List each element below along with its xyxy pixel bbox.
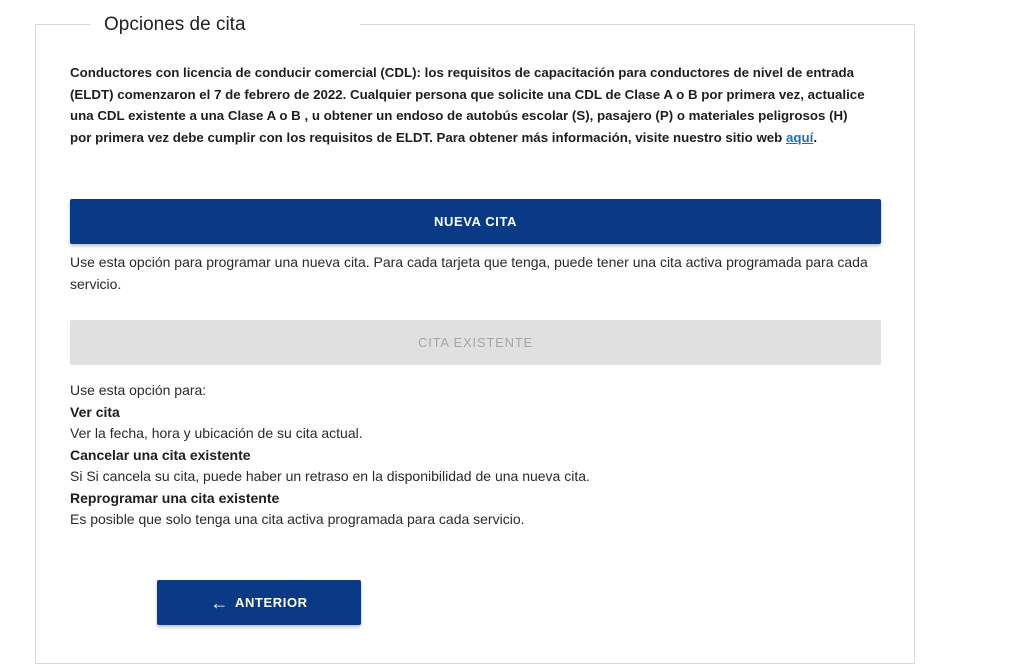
options-intro: Use esta opción para:	[70, 382, 207, 398]
new-appointment-button[interactable]: NUEVA CITA	[70, 199, 881, 244]
option-title-view: Ver cita	[70, 403, 120, 420]
notice-text: Conductores con licencia de conducir comercial (CDL): los requisitos de capacitación para conductores de nivel de entrada (ELDT) comenzaron el 7 de febrero de 2022. Cualquier persona que solicite una CDL de Clase A o B por primera vez, actualice una CDL existente a una Clase A o B , u obtener un endoso de autobús escolar (S), pasajero (P) o materiales peligrosos (H) por primera vez debe cumplir con los requisitos de ELDT. Para obtener más información, visite nuestro sitio web	[70, 65, 865, 145]
option-title-reschedule: Reprogramar una cita existente	[70, 489, 280, 506]
section-legend: Opciones de cita	[90, 12, 260, 38]
existing-appointment-options	[70, 380, 870, 531]
option-text-reschedule: Es posible que solo tenga una cita activa programada para cada servicio.	[70, 511, 525, 527]
back-button-label: ANTERIOR	[234, 595, 308, 610]
option-title-cancel: Cancelar una cita existente	[70, 446, 251, 463]
cdl-notice	[70, 62, 870, 148]
more-info-link[interactable]: aquí	[786, 129, 814, 145]
existing-appointment-button: CITA EXISTENTE	[70, 320, 881, 365]
option-text-view: Ver la fecha, hora y ubicación de su cita actual.	[70, 425, 363, 441]
arrow-left-icon: ←	[210, 592, 229, 613]
new-appointment-description: Use esta opción para programar una nueva cita. Para cada tarjeta que tenga, puede tener una cita activa programada para cada servicio.	[70, 254, 868, 292]
back-button[interactable]	[157, 580, 361, 625]
notice-end: .	[813, 129, 818, 145]
option-text-cancel: Si Si cancela su cita, puede haber un retraso en la disponibilidad de una nueva cita.	[70, 468, 590, 484]
